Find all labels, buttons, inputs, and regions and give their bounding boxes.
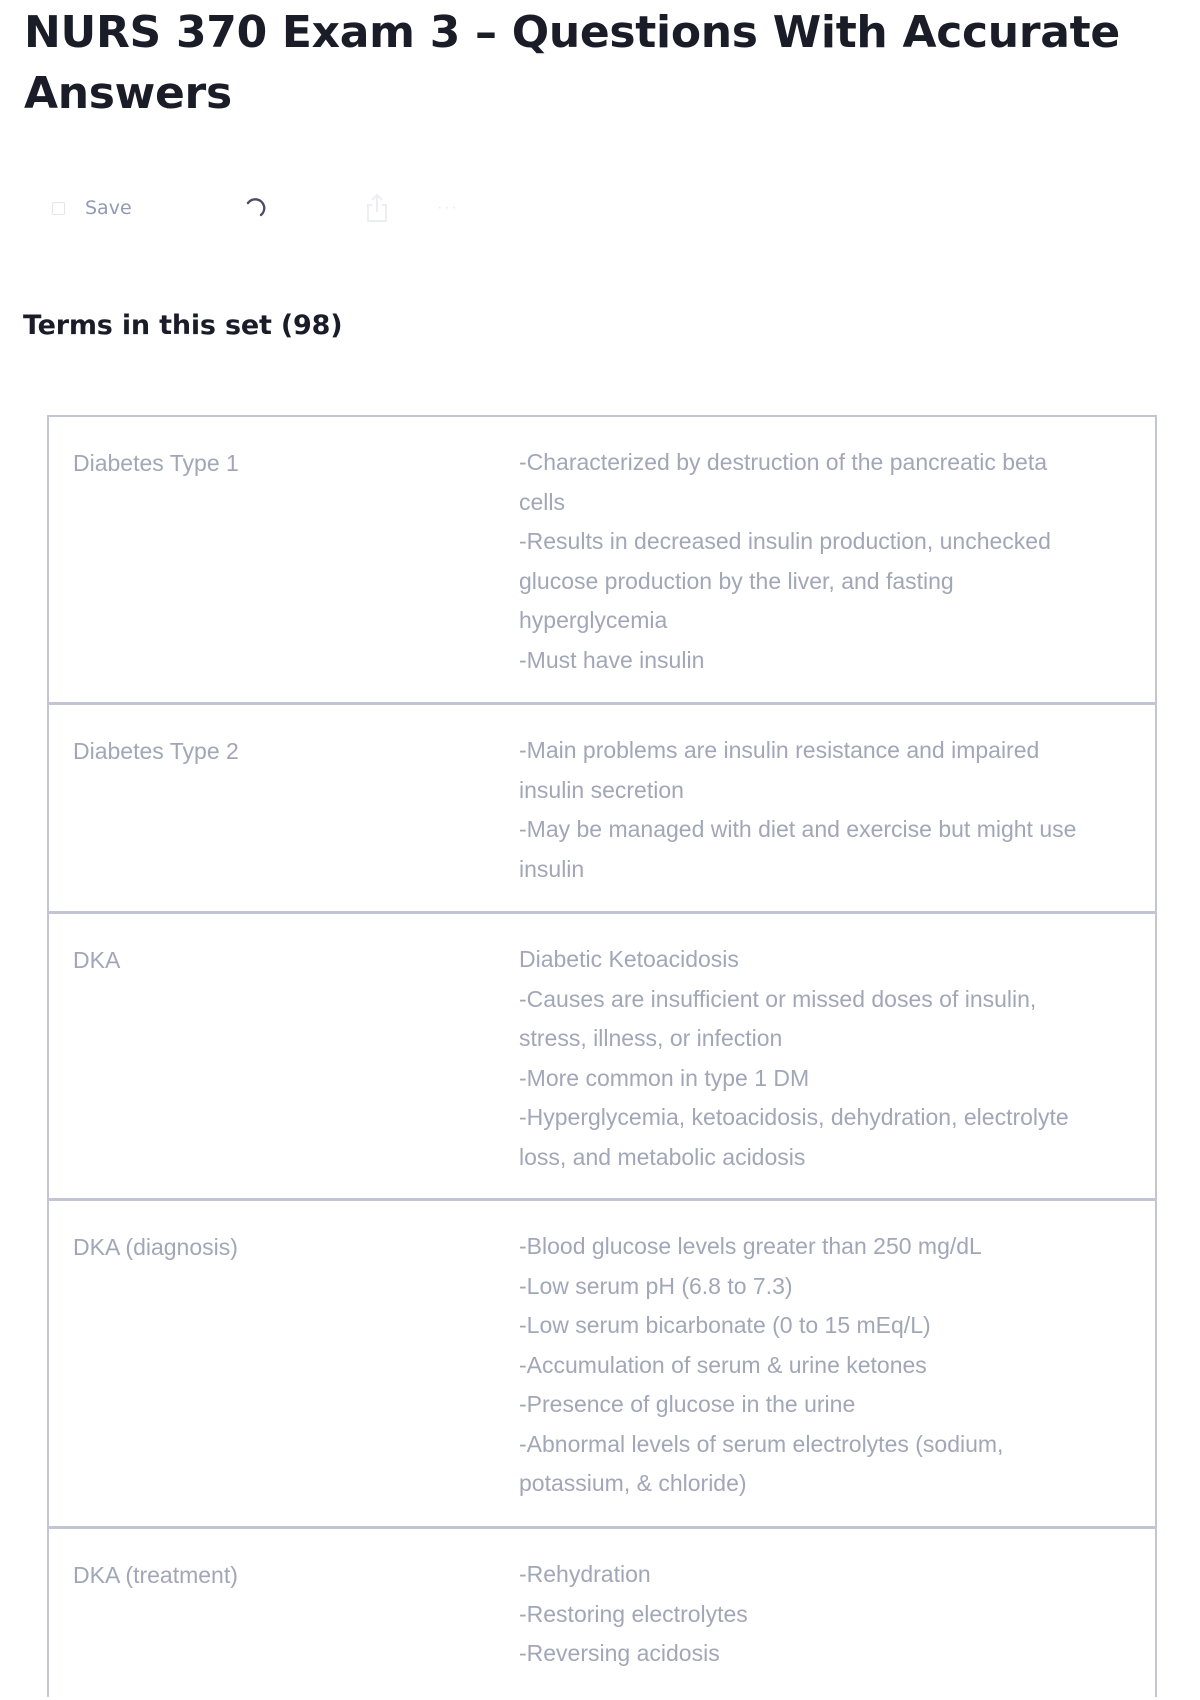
- definition-line: -Low serum bicarbonate (0 to 15 mEq/L): [519, 1312, 931, 1338]
- term-word: DKA: [73, 947, 121, 973]
- definition-line: -More common in type 1 DM: [519, 1064, 810, 1091]
- loading-spinner-icon: [242, 194, 270, 222]
- share-button[interactable]: [364, 190, 390, 226]
- term-list: [47, 415, 1157, 1697]
- definition-line: -Main problems are insulin resistance and impaired insulin secretion: [519, 737, 1040, 803]
- term-word: Diabetes Type 2: [73, 738, 239, 764]
- term-card: [49, 417, 1155, 705]
- definition-line: -Reversing acidosis: [519, 1640, 720, 1666]
- set-toolbar: [52, 190, 532, 226]
- page-title: NURS 370 Exam 3 – Questions With Accurate Answers: [24, 7, 1120, 119]
- definition-line: -Must have insulin: [519, 646, 705, 673]
- definition-line: -Blood glucose levels greater than 250 mg/dL: [519, 1233, 982, 1259]
- term-card: [49, 705, 1155, 914]
- definition-line: -Causes are insufficient or missed doses of insulin, stress, illness, or infection: [519, 985, 1037, 1051]
- term-word: DKA (diagnosis): [73, 1234, 238, 1260]
- term-card: [49, 1201, 1155, 1529]
- more-options-button[interactable]: [437, 190, 459, 226]
- share-icon: [364, 193, 390, 223]
- term-definition: [519, 705, 1119, 911]
- definition-line: -Abnormal levels of serum electrolytes (sodium, potassium, & chloride): [519, 1430, 1004, 1496]
- definition-line: -Results in decreased insulin production, unchecked glucose production by the liver, and fasting hyperglycemia: [519, 528, 1051, 633]
- term-card: [49, 914, 1155, 1201]
- save-label: Save: [85, 197, 132, 219]
- term-definition: [519, 1529, 1119, 1697]
- definition-line: -Characterized by destruction of the pancreatic beta cells: [519, 449, 1048, 515]
- save-button[interactable]: [52, 190, 132, 226]
- more-options-icon: ···: [437, 199, 459, 216]
- loading-button[interactable]: [242, 190, 270, 226]
- term-word: Diabetes Type 1: [73, 450, 239, 476]
- term-card: [49, 1529, 1155, 1697]
- term-definition: [519, 417, 1119, 702]
- term-definition: [519, 1201, 1119, 1526]
- definition-line: -Accumulation of serum & urine ketones: [519, 1351, 927, 1378]
- definition-line: -Rehydration: [519, 1561, 651, 1587]
- definition-line: -Low serum pH (6.8 to 7.3): [519, 1272, 793, 1299]
- definition-line: -Restoring electrolytes: [519, 1600, 748, 1627]
- definition-line: -Hyperglycemia, ketoacidosis, dehydration, electrolyte loss, and metabolic acidosis: [519, 1104, 1069, 1170]
- terms-heading: Terms in this set (98): [23, 310, 343, 341]
- definition-line: -Presence of glucose in the urine: [519, 1391, 856, 1417]
- term-definition: [519, 914, 1119, 1198]
- save-checkbox-icon: [52, 202, 65, 215]
- definition-line: Diabetic Ketoacidosis: [519, 946, 739, 972]
- term-word: DKA (treatment): [73, 1562, 238, 1588]
- definition-line: -May be managed with diet and exercise but might use insulin: [519, 816, 1077, 882]
